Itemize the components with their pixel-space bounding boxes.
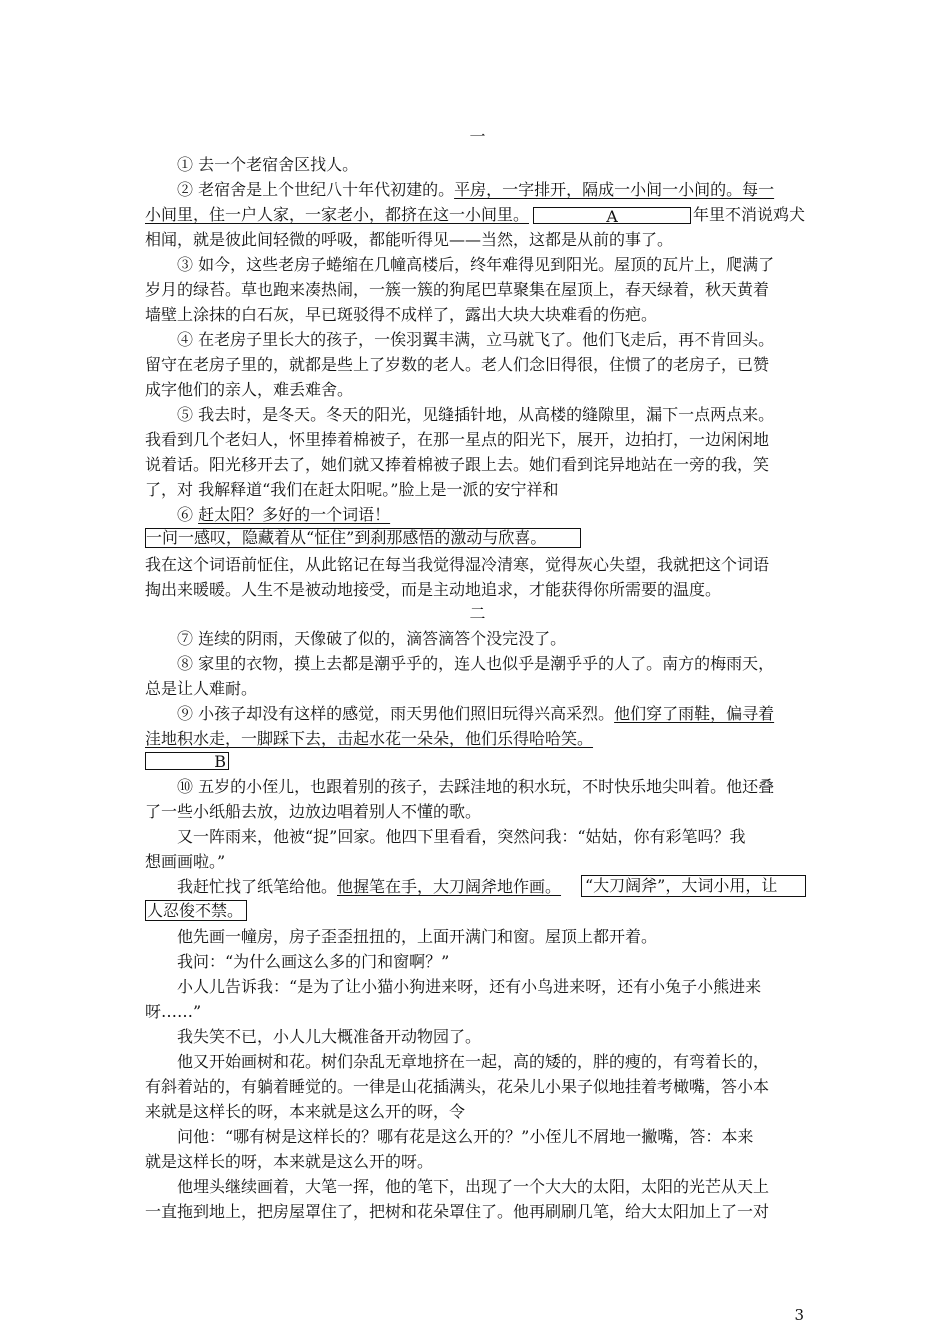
paragraph-6-number: ⑥ xyxy=(177,505,199,524)
section-heading-2: 二 xyxy=(469,604,486,623)
paragraph-3-line-1: ③ 如今，这些老房子蜷缩在几幢高楼后，终年难得见到阳光。屋顶的瓦片上，爬满了 xyxy=(177,255,775,274)
underlined-sentence: 洼地积水走，一脚踩下去，击起水花一朵朵，他们乐得哈哈笑。 xyxy=(145,729,594,748)
paragraph-3-line-2: 岁月的绿苔。草也跑来凑热闹，一簇一簇的狗尾巴草聚集在屋顶上，春天绿着，秋天黄着 xyxy=(145,280,770,299)
paragraph-6-line-4: 掏出来暖暖。人生不是被动地接受，而是主动地追求，才能获得你所需要的温度。 xyxy=(145,580,722,599)
paragraph-8-line-2: 总是让人难耐。 xyxy=(145,679,258,698)
paragraph-11-line-1: 又一阵雨来，他被“捉”回家。他四下里看看，突然问我：“姑姑，你有彩笔吗？我 xyxy=(177,827,746,846)
paragraph-16: 我失笑不已，小人儿大概准备开动物园了。 xyxy=(177,1027,482,1046)
paragraph-15-line-2: 呀……” xyxy=(145,1002,202,1021)
paragraph-18-line-1: 问他：“哪有树是这样长的？哪有花是这么开的？”小侄儿不屑地一撇嘴，答：本来 xyxy=(177,1127,754,1146)
paragraph-9-text: ⑨ 小孩子却没有这样的感觉，雨天男他们照旧玩得兴高采烈。 xyxy=(177,704,615,723)
paragraph-12-text: 我赶忙找了纸笔给他。 xyxy=(177,877,338,896)
paragraph-5-line-2: 我看到几个老妇人，怀里捧着棉被子，在那一星点的阳光下，展开，边拍打，一边闲闲地 xyxy=(145,430,770,449)
paragraph-17-line-1: 他又开始画树和花。树们杂乱无章地挤在一起，高的矮的，胖的瘦的，有弯着长的， xyxy=(177,1052,770,1071)
paragraph-1: ① 去一个老宿舍区找人。 xyxy=(177,155,359,174)
paragraph-2-line-2 xyxy=(145,205,810,225)
underlined-sentence: 赶太阳？多好的一个词语！ xyxy=(198,505,391,524)
page-number: 3 xyxy=(794,1306,804,1324)
paragraph-17-line-2: 有斜着站的，有躺着睡觉的。一律是山花插满头，花朵儿小果子似地挂着考橄嘴，答小本 xyxy=(145,1077,770,1096)
annotation-box-2-part-1: “大刀阔斧”，大词小用，让 xyxy=(581,875,806,897)
blank-box-a: A xyxy=(533,207,691,224)
paragraph-2-line-3: 相闻，就是彼此间轻微的呼吸，都能听得见——当然，这都是从前的事了。 xyxy=(145,230,674,249)
paragraph-15-line-1: 小人儿告诉我：“是为了让小猫小狗进来呀，还有小鸟进来呀，还有小兔子小熊进来 xyxy=(177,977,762,996)
paragraph-2-text: 年里不消说鸡犬 xyxy=(693,205,806,224)
paragraph-10-line-1: ⑩ 五岁的小侄儿，也跟着别的孩子，去踩洼地的积水玩，不时快乐地尖叫着。他还叠 xyxy=(177,777,775,796)
paragraph-4-line-1: ④ 在老房子里长大的孩子，一俟羽翼丰满，立马就飞了。他们飞走后，再不肯回头。 xyxy=(177,330,775,349)
paragraph-5-line-3: 说着话。阳光移开去了，她们就又捧着棉被子跟上去。她们看到诧异地站在一旁的我，笑 xyxy=(145,455,770,474)
paragraph-4-line-3: 成字他们的亲人，难丢难舍。 xyxy=(145,380,354,399)
paragraph-18-line-2: 就是这样长的呀，本来就是这么开的呀。 xyxy=(145,1152,434,1171)
paragraph-9-line-1 xyxy=(177,704,810,724)
paragraph-5-line-1: ⑤ 我去时，是冬天。冬天的阳光，见缝插针地，从高楼的缝隙里，漏下一点两点来。 xyxy=(177,405,775,424)
paragraph-2-text: ② 老宿舍是上个世纪八十年代初建的。 xyxy=(177,180,455,199)
underlined-sentence: 平房，一字排开，隔成一小间一小间的。每一 xyxy=(454,180,775,199)
paragraph-6-line-3: 我在这个词语前怔住，从此铭记在每当我觉得湿冷清寒，觉得灰心失望，我就把这个词语 xyxy=(145,555,770,574)
paragraph-14: 我问：“为什么画这么多的门和窗啊？” xyxy=(177,952,450,971)
annotation-box-1: 一问一感叹，隐藏着从“怔住”到刹那感悟的激动与欣喜。 xyxy=(145,528,581,548)
paragraph-6-line-1 xyxy=(177,505,810,525)
underlined-sentence: 他握笔在手，大刀阔斧地作画。 xyxy=(337,877,562,896)
paragraph-19-line-2: 一直拖到地上，把房屋罩住了，把树和花朵罩住了。他再刷刷几笔，给大太阳加上了一对 xyxy=(145,1202,770,1221)
blank-box-b: B xyxy=(145,752,229,770)
paragraph-3-line-3: 墙壁上涂抹的白石灰，早已斑驳得不成样了，露出大块大块难看的伤疤。 xyxy=(145,305,658,324)
paragraph-13: 他先画一幢房，房子歪歪扭扭的，上面开满门和窗。屋顶上都开着。 xyxy=(177,927,658,946)
paragraph-5-line-4: 了，对 我解释道“我们在赶太阳呢。”脸上是一派的安宁祥和 xyxy=(145,480,559,499)
paragraph-4-line-2: 留守在老房子里的，就都是些上了岁数的老人。老人们念旧得很，住惯了的老房子，已赞 xyxy=(145,355,770,374)
section-heading-1: 一 xyxy=(469,127,486,146)
underlined-sentence: 小间里，住一户人家，一家老小，都挤在这一小间里。 xyxy=(145,205,530,224)
paragraph-9-line-2 xyxy=(145,729,810,749)
annotation-box-2-part-2: 人忍俊不禁。 xyxy=(145,900,247,921)
paragraph-17-line-3: 来就是这样长的呀，本来就是这么开的呀，令 xyxy=(145,1102,466,1121)
paragraph-19-line-1: 他埋头继续画着，大笔一挥，他的笔下，出现了一个大大的太阳，太阳的光芒从天上 xyxy=(177,1177,770,1196)
paragraph-10-line-2: 了一些小纸船去放，边放边唱着别人不懂的歌。 xyxy=(145,802,482,821)
paragraph-11-line-2: 想画画啦。” xyxy=(145,852,226,871)
paragraph-7: ⑦ 连续的阴雨，天像破了似的，滴答滴答个没完没了。 xyxy=(177,629,567,648)
underlined-sentence: 他们穿了雨鞋，偏寻着 xyxy=(614,704,775,723)
paragraph-8-line-1: ⑧ 家里的衣物，摸上去都是潮乎乎的，连人也似乎是潮乎乎的人了。南方的梅雨天， xyxy=(177,654,775,673)
paragraph-2-line-1 xyxy=(177,180,810,200)
